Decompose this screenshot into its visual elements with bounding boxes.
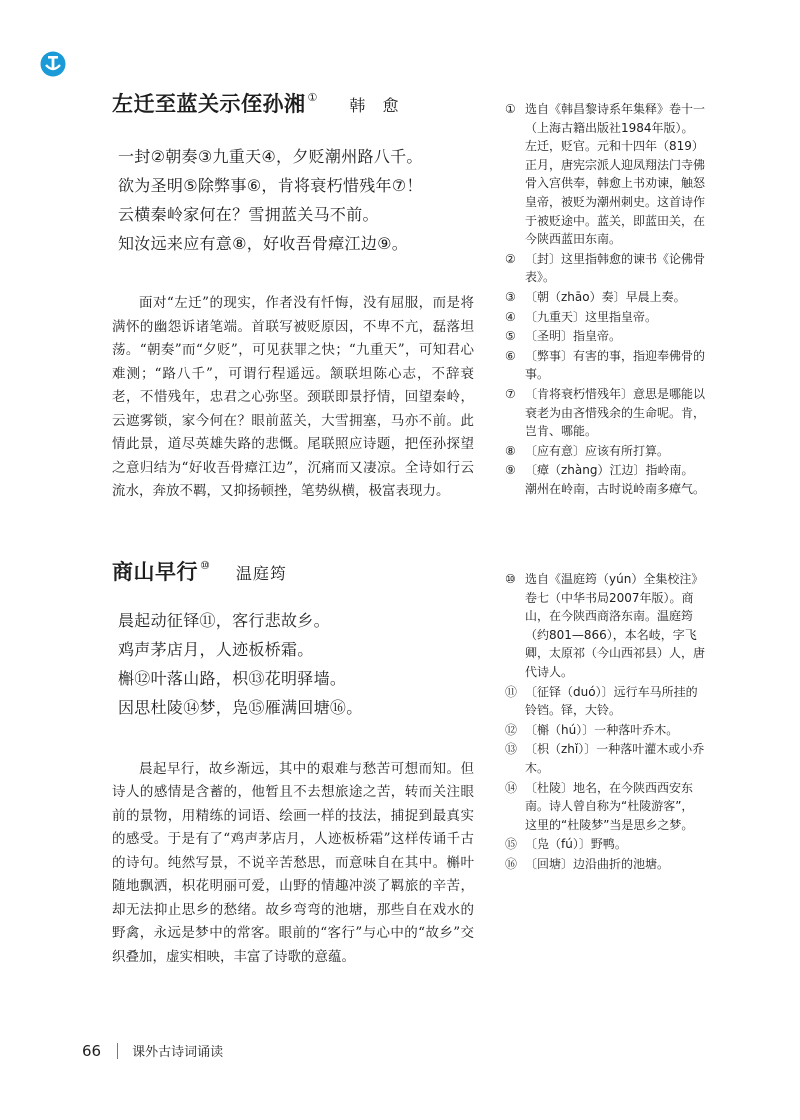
main-column (112, 88, 474, 983)
footnote-number: ③ (505, 289, 516, 304)
poem1-title-note-ref: ① (307, 91, 318, 104)
book-title: 课外古诗词诵读 (132, 1045, 224, 1060)
footnote (505, 721, 705, 740)
footnote-number: ⑨ (505, 463, 516, 478)
footnote-number: ⑭ (505, 780, 518, 795)
poem2-author: 温庭筠 (235, 563, 287, 583)
poem1-author: 韩 愈 (349, 96, 405, 115)
footer-divider (117, 1043, 118, 1059)
footnote-text: 〔征铎（duó）〕远行车马所挂的铃铛。铎，大铃。 (525, 684, 698, 718)
footnote-number: ① (505, 102, 516, 116)
footnote-number: ⑬ (505, 742, 518, 757)
poem2-line: 槲⑫叶落山路，枳⑬花明驿墙。 (118, 668, 347, 688)
footnote-number: ② (505, 251, 516, 266)
footnote (505, 308, 705, 327)
footnote-text: 〔枳（zhǐ）〕一种落叶灌木或小乔木。 (525, 742, 705, 775)
footnote (505, 855, 705, 874)
poem2-line: 晨起动征铎⑪，客行悲故乡。 (118, 610, 330, 630)
footnote-text: 〔圣明〕指皇帝。 (525, 329, 622, 344)
footnote (505, 683, 705, 720)
poem2-body (112, 606, 474, 722)
footnote-text: 选自《温庭筠（yún）全集校注》卷七（中华书局2007年版）。商山，在今陕西商洛东南。温庭筠（约801—866），本名岐，字飞卿，太原祁（今山西祁县）人，唐代诗人。 (525, 572, 706, 679)
poem1-title: 左迁至蓝关示侄孙湘 (112, 92, 306, 116)
footnote-text: 〔朝（zhāo）奏〕早晨上奏。 (525, 289, 686, 304)
footnote-number: ⑩ (505, 572, 516, 586)
footnote (505, 461, 705, 498)
poem1-line: 一封②朝奏③九重天④，夕贬潮州路八千。 (118, 147, 423, 166)
poem1-line: 云横秦岭家何在？雪拥蓝关马不前。 (118, 205, 379, 224)
poem2-title-note-ref: ⑩ (200, 558, 210, 572)
footnote (505, 835, 705, 854)
poem1-line: 知汝远来应有意⑧，好收吾骨瘴江边⑨。 (118, 234, 409, 253)
footnote (505, 100, 705, 249)
page-footer (82, 1041, 223, 1060)
footnote (505, 779, 705, 835)
footnote-number: ⑪ (505, 684, 518, 699)
footnote-number: ⑮ (505, 837, 518, 852)
footnote (505, 385, 705, 441)
footnote-text: 〔杜陵〕地名，在今陕西西安东南。诗人曾自称为“杜陵游客”，这里的“杜陵梦”当是思乡之梦。 (525, 780, 694, 832)
footnote-text: 选自《韩昌黎诗系年集释》卷十一（上海古籍出版社1984年版）。左迁，贬官。元和十四年（819）正月，唐宪宗派人迎凤翔法门寺佛骨入宫供奉，韩愈上书劝谏，触怒皇帝，被贬为潮州刺史。这首诗作于被贬途中。蓝关，即蓝田关，在今陕西蓝田东南。 (525, 102, 706, 247)
footnote (505, 327, 705, 346)
footnote (505, 288, 705, 307)
poem1-commentary: 面对“左迁”的现实，作者没有忏悔，没有屈服，而是将满怀的幽怨诉诸笔端。首联写被贬原因，不卑不亢，磊落坦荡。“朝奏”而“夕贬”，可见获罪之快；“九重天”，可知君心难测；“路八千”，可谓行程遥远。颔联坦陈心志，不辞衰老，不惜残年，忠君之心弥坚。颈联即景抒情，回望秦岭，云遮雾锁，家今何在？眼前蓝关，大雪拥塞，马亦不前。此情此景，道尽英雄失路的悲慨。尾联照应诗题，把侄孙探望之意归结为“好收吾骨瘴江边”，沉痛而又凄凉。全诗如行云流水，奔放不羁，又抑扬顿挫，笔势纵横，极富表现力。 (112, 295, 474, 499)
footnote-text: 〔封〕这里指韩愈的谏书《论佛骨表》。 (525, 251, 706, 285)
footnote-text: 〔回塘〕边沿曲折的池塘。 (525, 856, 670, 871)
poem2-commentary: 晨起早行，故乡渐远，其中的艰难与愁苦可想而知。但诗人的感情是含蓄的，他暂且不去想旅途之苦，转而关注眼前的景物，用精练的词语、绘画一样的技法，捕捉到最真实的感受。于是有了“鸡声茅店月，人迹板桥霜”这样传诵千古的诗句。纯然写景，不说辛苦愁思，而意味自在其中。槲叶随地飘洒，枳花明丽可爱，山野的情趣冲淡了羁旅的辛苦，却无法抑止思乡的愁绪。故乡弯弯的池塘，那些自在戏水的野禽，永远是梦中的常客。眼前的“客行”与心中的“故乡”交织叠加，虚实相映，丰富了诗歌的意蕴。 (112, 760, 474, 965)
notes-group-1 (505, 100, 705, 499)
publisher-logo-icon (40, 51, 66, 77)
footnote-text: 〔肯将衰朽惜残年〕意思是哪能以衰老为由吝惜残余的生命呢。肯，岂肯、哪能。 (525, 386, 706, 439)
footnote-text: 〔凫（fú）〕野鸭。 (525, 837, 627, 852)
notes-group-2 (505, 570, 705, 875)
page-number: 66 (82, 1041, 102, 1060)
footnote-number: ⑤ (505, 329, 516, 344)
footnote-number: ⑦ (505, 386, 516, 401)
footnote-text: 〔槲（hú）〕一种落叶乔木。 (525, 722, 679, 737)
poem1-header (112, 88, 474, 118)
footnote-text: 〔九重天〕这里指皇帝。 (525, 309, 658, 324)
poem2-line: 因思杜陵⑭梦，凫⑮雁满回塘⑯。 (118, 697, 363, 717)
footnote-text: 〔应有意〕应该有所打算。 (525, 443, 670, 458)
poem1-body (112, 142, 474, 258)
footnote-number: ④ (505, 309, 516, 324)
footnote-number: ⑫ (505, 722, 518, 737)
footnote (505, 740, 705, 777)
footnote (505, 442, 705, 461)
footnote-text: 〔瘴（zhàng）江边〕指岭南。潮州在岭南，古时说岭南多瘴气。 (525, 463, 706, 496)
poem2-header (112, 556, 474, 586)
footnote-number: ⑯ (505, 856, 518, 871)
footnote (505, 250, 705, 287)
poem2-line: 鸡声茅店月，人迹板桥霜。 (118, 639, 314, 659)
footnote-text: 〔弊事〕有害的事，指迎奉佛骨的事。 (525, 348, 706, 382)
poem1-line: 欲为圣明⑤除弊事⑥，肯将衰朽惜残年⑦！ (118, 176, 423, 195)
footnote (505, 347, 705, 384)
footnote-number: ⑥ (505, 348, 516, 363)
footnote-number: ⑧ (505, 443, 516, 458)
poem2-title: 商山早行 (112, 559, 198, 584)
footnote (505, 570, 705, 682)
